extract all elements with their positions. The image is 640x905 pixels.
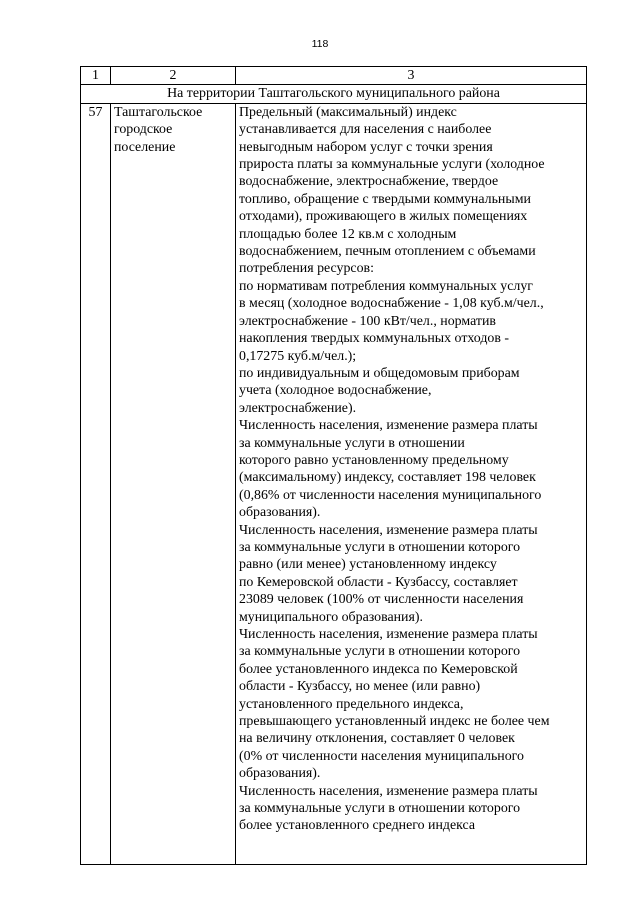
- region-row: [81, 85, 587, 103]
- description-line: отходами), проживающего в жилых помещениях: [239, 209, 528, 225]
- description-line: по Кемеровской области - Кузбассу, составляет: [239, 574, 518, 590]
- description-line: водоснабжением, печным отоплением с объемами: [239, 244, 536, 260]
- description-line: невыгодным набором услуг с точки зрения: [239, 139, 493, 155]
- description-line: электроснабжение).: [239, 400, 357, 416]
- column-header-1: 1: [81, 67, 111, 85]
- description-line: по нормативам потребления коммунальных услуг: [239, 278, 533, 294]
- description-line: (0% от численности населения муниципального: [239, 748, 524, 764]
- description-line: образования).: [239, 766, 321, 782]
- description-line: потребления ресурсов:: [239, 261, 374, 277]
- description-line: водоснабжение, электроснабжение, твердое: [239, 174, 499, 190]
- description-line: площадью более 12 кв.м с холодным: [239, 226, 457, 242]
- description-line: по индивидуальным и общедомовым приборам: [239, 365, 520, 381]
- description-line: Численность населения, изменение размера платы: [239, 522, 538, 538]
- description-line: Численность населения, изменение размера платы: [239, 418, 538, 434]
- description-line: 0,17275 куб.м/чел.);: [239, 348, 357, 364]
- region-title: На территории Таштагольского муниципального района: [81, 85, 587, 103]
- description-line: (максимальному) индексу, составляет 198 человек: [239, 470, 536, 486]
- page-number: 118: [311, 38, 329, 50]
- description-line: установленного предельного индекса,: [239, 696, 464, 712]
- description-line: Численность населения, изменение размера платы: [239, 627, 538, 642]
- description-line: превышающего установленный индекс не более чем: [239, 714, 550, 730]
- description-line: равно (или менее) установленному индексу: [239, 557, 497, 573]
- description-line: Численность населения, изменение размера платы: [239, 783, 538, 799]
- index-description: [236, 103, 587, 864]
- description-line: которого равно установленному предельному: [239, 452, 509, 468]
- description-line: электроснабжение - 100 кВт/чел., норматив: [239, 313, 496, 329]
- table-row: [81, 103, 587, 864]
- row-number: 57: [81, 103, 111, 864]
- description-line: за коммунальные услуги в отношении которого: [239, 539, 521, 555]
- description-line: за коммунальные услуги в отношении: [239, 435, 465, 451]
- description-line: 23089 человек (100% от численности населения: [239, 592, 524, 608]
- description-line: за коммунальные услуги в отношении которого: [239, 644, 521, 660]
- header-row: [81, 67, 587, 85]
- description-line: учета (холодное водоснабжение,: [239, 383, 432, 399]
- description-line: накопления твердых коммунальных отходов -: [239, 331, 510, 347]
- settlement-line: Таштагольское: [114, 104, 203, 120]
- column-header-2: 2: [111, 67, 236, 85]
- description-line: муниципального образования).: [239, 609, 423, 625]
- settlement-name: [111, 103, 236, 864]
- description-line: более установленного среднего индекса: [239, 818, 476, 834]
- description-line: устанавливается для населения с наиболее: [239, 122, 492, 138]
- description-line: (0,86% от численности населения муниципального: [239, 487, 542, 503]
- column-header-3: 3: [236, 67, 587, 85]
- description-line: в месяц (холодное водоснабжение - 1,08 куб.м/чел.,: [239, 296, 544, 312]
- description-line: Предельный (максимальный) индекс: [239, 104, 457, 120]
- description-line: прироста платы за коммунальные услуги (холодное: [239, 157, 545, 173]
- description-line: за коммунальные услуги в отношении которого: [239, 801, 521, 817]
- index-table: [80, 66, 587, 865]
- description-line: более установленного индекса по Кемеровской: [239, 661, 518, 677]
- description-line: образования).: [239, 505, 321, 521]
- settlement-line: городское: [114, 122, 173, 138]
- settlement-line: поселение: [114, 139, 176, 155]
- description-line: на величину отклонения, составляет 0 человек: [239, 731, 515, 747]
- description-line: области - Кузбассу, но менее (или равно): [239, 679, 481, 695]
- description-line: топливо, обращение с твердыми коммунальными: [239, 191, 531, 207]
